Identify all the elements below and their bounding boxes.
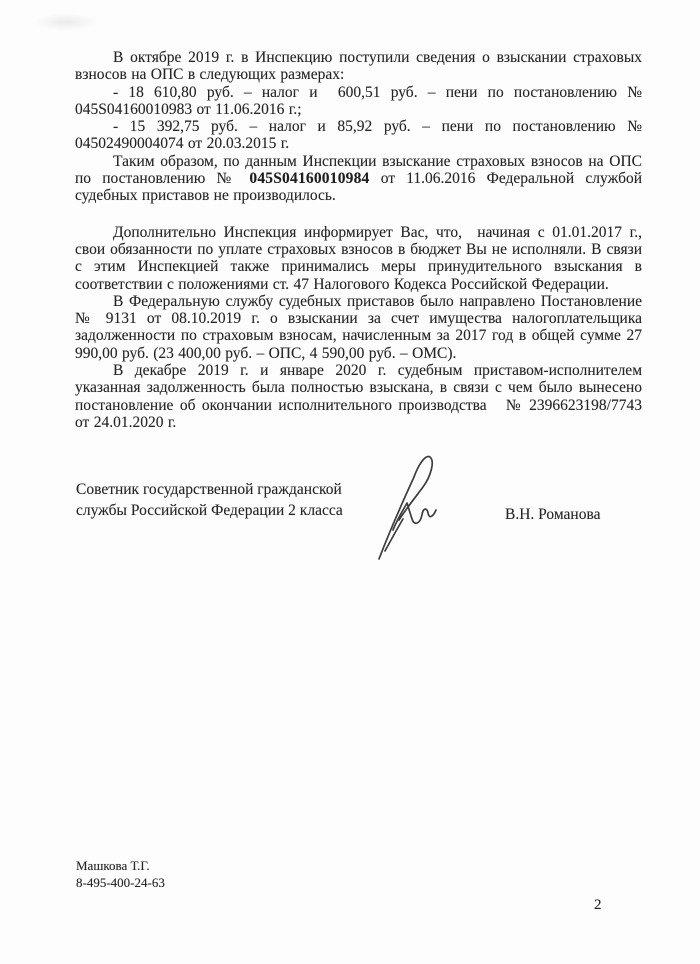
signature-block <box>75 449 642 574</box>
paragraph-bailiff-resolution: В Федеральную службу судебных приставов было направлено Постановление № 9131 от 08.10.2019 г. о взыскании за счет имущества налогоплательщика задолженности по страховым взносам, начисленным за 2017 год в общей сумме 27 990,00 руб. (23 400,00 руб. – ОПС, 4 590,00 руб. – ОМС). <box>75 292 642 362</box>
executor-name: Машкова Т.Г. <box>76 858 150 873</box>
paragraph-additional-info: Дополнительно Инспекция информирует Вас, что, начиная с 01.01.2017 г., свои обязанности по уплате страховых взносов в бюджет Вы не исполняли. В связи с этим Инспекцией также принимались меры принудительного взыскания в соответствии с положениями ст. 47 Налогового Кодекса Российской Федерации. <box>75 223 642 293</box>
paragraph-conclusion-text-end: от 11.06.2016 Федеральной службой судебных приставов не производилось. <box>75 170 642 205</box>
resolution-number-bold: 045S04160010984 <box>249 170 370 188</box>
signer-title-line2: службы Российской Федерации 2 класса <box>76 502 343 519</box>
executor-phone: 8-495-400-24-63 <box>76 874 165 890</box>
scan-artifact-smudge <box>34 13 98 31</box>
paragraph-conclusion <box>75 153 642 205</box>
signer-title <box>76 479 376 521</box>
signer-name: В.Н. Романова <box>505 506 601 523</box>
handwritten-signature-image <box>363 451 463 563</box>
paragraph-debt-collected: В декабре 2019 г. и январе 2020 г. судебным приставом-исполнителем указанная задолженность была полностью взыскана, в связи с чем было вынесено постановление об окончании исполнительного производства № 2396623198/7743 от 24.01.2020 г. <box>75 362 642 431</box>
executor-contact <box>76 858 165 891</box>
paragraph-conclusion-text-start: Таким образом, по данным Инспекции взыскание страховых взносов на ОПС по постановлению № <box>75 152 642 188</box>
paragraph-amount-item-2: - 15 392,75 руб. – налог и 85,92 руб. – пени по постановлению № 04502490004074 от 20.03.2015 г. <box>75 118 642 153</box>
letter-body <box>75 49 642 431</box>
page-number: 2 <box>594 897 602 913</box>
paragraph-intro: В октябре 2019 г. в Инспекцию поступили сведения о взыскании страховых взносов на ОПС в следующих размерах: <box>75 49 642 84</box>
signer-title-line1: Советник государственной гражданской <box>76 481 342 498</box>
paragraph-amount-item-1: - 18 610,80 руб. – налог и 600,51 руб. – пени по постановлению № 045S04160010983 от 11.06.2016 г.; <box>75 83 642 118</box>
